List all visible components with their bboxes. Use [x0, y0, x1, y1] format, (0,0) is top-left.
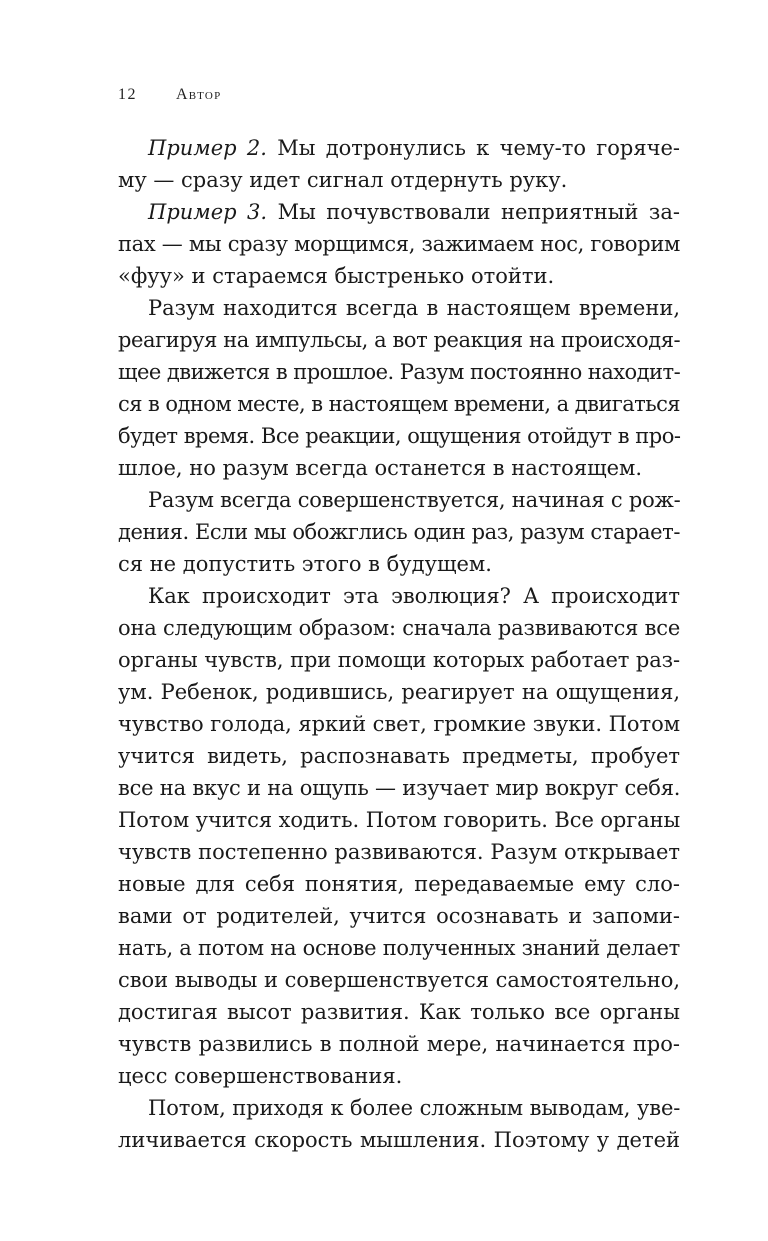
line-text: личивается скорость мышления. Поэтому у детей [118, 1128, 680, 1152]
line-text: дения. Если мы обожглись один раз, разум старает- [118, 520, 680, 544]
text-line [118, 132, 680, 164]
text-line [118, 516, 680, 548]
line-text: новые для себя понятия, передаваемые ему сло- [118, 872, 680, 896]
line-text: Потом учится ходить. Потом говорить. Все органы [118, 808, 681, 832]
paragraph [118, 292, 680, 484]
line-text: шлое, но разум всегда останется в настоящем. [118, 456, 643, 480]
paragraph [118, 196, 680, 292]
text-line [118, 580, 680, 612]
text-line [118, 804, 680, 836]
text-line [118, 260, 680, 292]
text-line [118, 964, 680, 996]
running-head-author: Автор [176, 86, 222, 103]
text-line [118, 740, 680, 772]
line-text: будет время. Все реакции, ощущения отойдут в про- [118, 424, 681, 448]
text-line [118, 196, 680, 228]
line-text: Потом, приходя к более сложным выводам, уве- [148, 1096, 681, 1120]
line-text: вами от родителей, учится осознавать и запоми- [118, 904, 680, 928]
text-line [118, 388, 680, 420]
text-line [118, 676, 680, 708]
line-text: му — сразу идет сигнал отдернуть руку. [118, 168, 568, 192]
text-line [118, 548, 680, 580]
text-line [118, 868, 680, 900]
line-text: Разум находится всегда в настоящем времени, [148, 296, 680, 320]
text-line [118, 644, 680, 676]
line-text: свои выводы и совершенствуется самостоятельно, [118, 968, 680, 992]
text-line [118, 1028, 680, 1060]
line-text: Мы дотронулись к чему-то горяче- [266, 136, 680, 160]
line-text: пах — мы сразу морщимся, зажимаем нос, говорим [118, 232, 680, 256]
text-line [118, 772, 680, 804]
line-text: ся не допустить этого в будущем. [118, 552, 492, 576]
text-line [118, 164, 680, 196]
line-text: чувство голода, яркий свет, громкие звуки. Потом [118, 712, 680, 736]
body-text [118, 132, 680, 1156]
text-line [118, 708, 680, 740]
running-head [118, 86, 221, 104]
line-text: Как происходит эта эволюция? А происходит [148, 584, 680, 608]
line-text: реагируя на импульсы, а вот реакция на происходя- [118, 328, 681, 352]
line-text: чувств развились в полной мере, начинается про- [118, 1032, 680, 1056]
text-line [118, 228, 680, 260]
line-text: органы чувств, при помощи которых работает раз- [118, 648, 680, 672]
line-text: достигая высот развития. Как только все органы [118, 1000, 680, 1024]
text-line [118, 932, 680, 964]
line-text: Мы почувствовали неприятный за- [267, 200, 680, 224]
text-line [118, 324, 680, 356]
text-line [118, 996, 680, 1028]
example-label: Пример 3. [148, 200, 268, 224]
text-line [118, 836, 680, 868]
text-line [118, 484, 680, 516]
paragraph [118, 484, 680, 580]
text-line [118, 900, 680, 932]
text-line [118, 1060, 680, 1092]
text-line [118, 292, 680, 324]
text-line [118, 420, 680, 452]
line-text: цесс совершенствования. [118, 1064, 403, 1088]
line-text: ум. Ребенок, родившись, реагирует на ощущения, [118, 680, 680, 704]
paragraph [118, 132, 680, 196]
example-label: Пример 2. [148, 136, 267, 160]
line-text: щее движется в прошлое. Разум постоянно находит- [118, 360, 681, 384]
page-number: 12 [118, 86, 137, 103]
line-text: ся в одном месте, в настоящем времени, а двигаться [118, 392, 680, 416]
text-line [118, 1092, 680, 1124]
text-line [118, 612, 680, 644]
line-text: нать, а потом на основе полученных знаний делает [118, 936, 680, 960]
line-text: чувств постепенно развиваются. Разум открывает [118, 840, 680, 864]
text-line [118, 452, 680, 484]
text-line [118, 356, 680, 388]
line-text: «фуу» и стараемся быстренько отойти. [118, 264, 555, 288]
line-text: Разум всегда совершенствуется, начиная с рож- [148, 488, 681, 512]
paragraph [118, 1092, 680, 1156]
line-text: она следующим образом: сначала развиваются все [118, 616, 681, 640]
line-text: учится видеть, распознавать предметы, пробует [118, 744, 680, 768]
text-line [118, 1124, 680, 1156]
line-text: все на вкус и на ощупь — изучает мир вокруг себя. [118, 776, 681, 800]
paragraph [118, 580, 680, 1092]
